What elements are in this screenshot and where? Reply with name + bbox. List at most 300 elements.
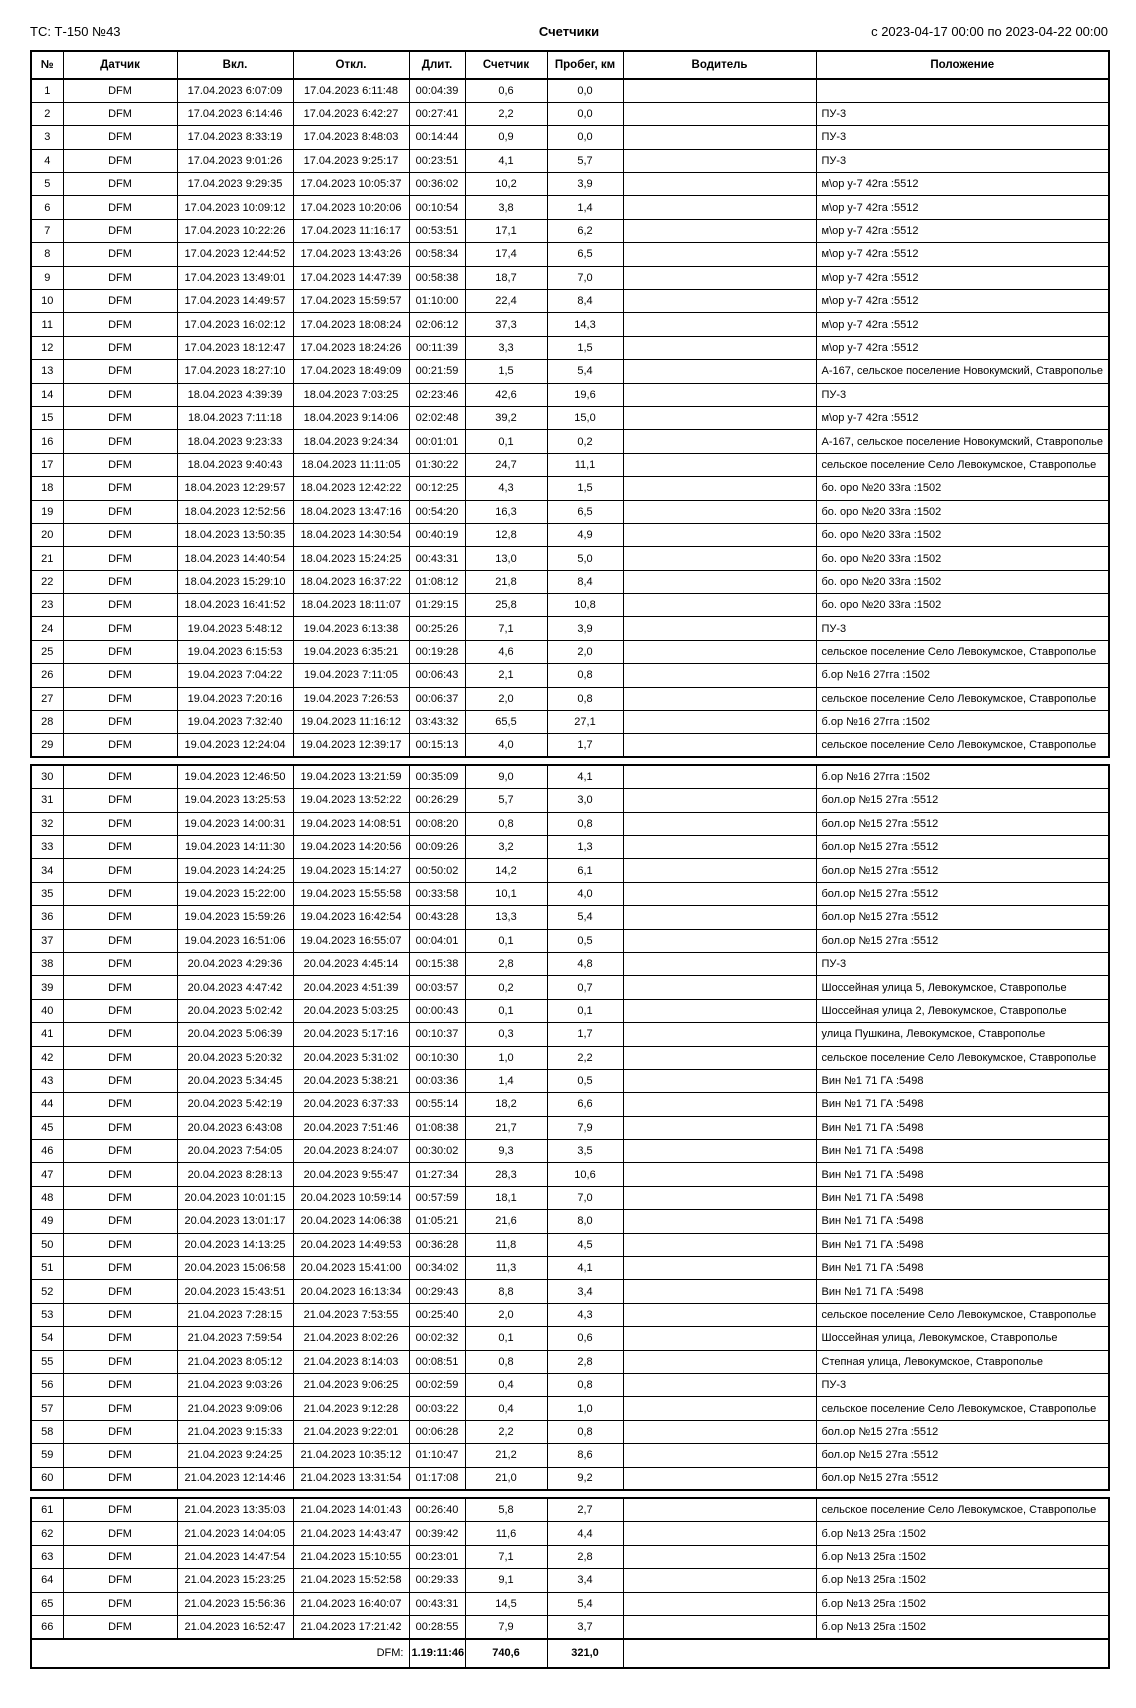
cell-row-number: 37 xyxy=(31,929,63,952)
cell-duration: 00:21:59 xyxy=(409,360,465,383)
table-row xyxy=(31,1140,1109,1163)
counters-table xyxy=(30,50,1108,1675)
cell-duration: 00:55:14 xyxy=(409,1093,465,1116)
cell-sensor: DFM xyxy=(63,313,177,336)
cell-off-time: 21.04.2023 9:06:25 xyxy=(293,1373,409,1396)
table-row xyxy=(31,1397,1109,1420)
cell-off-time: 20.04.2023 14:06:38 xyxy=(293,1210,409,1233)
cell-row-number: 38 xyxy=(31,952,63,975)
cell-sensor: DFM xyxy=(63,290,177,313)
table-row xyxy=(31,711,1109,734)
cell-row-number: 41 xyxy=(31,1023,63,1046)
cell-mileage: 6,5 xyxy=(547,243,623,266)
cell-mileage: 8,4 xyxy=(547,570,623,593)
cell-counter-value: 16,3 xyxy=(465,500,547,523)
table-row xyxy=(31,102,1109,125)
cell-off-time: 18.04.2023 14:30:54 xyxy=(293,523,409,546)
cell-duration: 00:08:51 xyxy=(409,1350,465,1373)
cell-location: Вин №1 71 ГА :5498 xyxy=(816,1069,1109,1092)
cell-off-time: 20.04.2023 5:31:02 xyxy=(293,1046,409,1069)
cell-row-number: 2 xyxy=(31,102,63,125)
cell-row-number: 62 xyxy=(31,1522,63,1545)
cell-counter-value: 7,1 xyxy=(465,617,547,640)
cell-counter-value: 18,1 xyxy=(465,1186,547,1209)
cell-on-time: 20.04.2023 5:06:39 xyxy=(177,1023,293,1046)
cell-row-number: 45 xyxy=(31,1116,63,1139)
cell-location: бол.ор №15 27га :5512 xyxy=(816,836,1109,859)
cell-on-time: 20.04.2023 5:20:32 xyxy=(177,1046,293,1069)
cell-driver xyxy=(623,617,816,640)
cell-driver xyxy=(623,1467,816,1490)
cell-on-time: 19.04.2023 7:32:40 xyxy=(177,711,293,734)
cell-off-time: 19.04.2023 16:55:07 xyxy=(293,929,409,952)
cell-on-time: 19.04.2023 12:46:50 xyxy=(177,765,293,788)
table-row xyxy=(31,360,1109,383)
cell-on-time: 21.04.2023 9:03:26 xyxy=(177,1373,293,1396)
cell-off-time: 20.04.2023 6:37:33 xyxy=(293,1093,409,1116)
cell-row-number: 46 xyxy=(31,1140,63,1163)
cell-row-number: 54 xyxy=(31,1327,63,1350)
cell-counter-value: 7,1 xyxy=(465,1545,547,1568)
cell-off-time: 19.04.2023 14:20:56 xyxy=(293,836,409,859)
cell-duration: 00:03:22 xyxy=(409,1397,465,1420)
cell-row-number: 1 xyxy=(31,79,63,102)
cell-counter-value: 1,4 xyxy=(465,1069,547,1092)
cell-off-time: 19.04.2023 13:52:22 xyxy=(293,789,409,812)
cell-duration: 00:00:43 xyxy=(409,999,465,1022)
cell-location: м\ор у-7 42га :5512 xyxy=(816,243,1109,266)
cell-off-time: 19.04.2023 15:55:58 xyxy=(293,882,409,905)
cell-duration: 00:04:39 xyxy=(409,79,465,102)
cell-row-number: 31 xyxy=(31,789,63,812)
cell-location: бо. оро №20 33га :1502 xyxy=(816,477,1109,500)
cell-counter-value: 65,5 xyxy=(465,711,547,734)
cell-counter-value: 2,2 xyxy=(465,1420,547,1443)
cell-driver xyxy=(623,570,816,593)
cell-duration: 00:39:42 xyxy=(409,1522,465,1545)
cell-on-time: 17.04.2023 13:49:01 xyxy=(177,266,293,289)
cell-on-time: 19.04.2023 5:48:12 xyxy=(177,617,293,640)
cell-mileage: 11,1 xyxy=(547,453,623,476)
cell-on-time: 18.04.2023 9:23:33 xyxy=(177,430,293,453)
cell-sensor: DFM xyxy=(63,1498,177,1521)
cell-on-time: 20.04.2023 5:42:19 xyxy=(177,1093,293,1116)
header-row xyxy=(31,51,1109,79)
cell-sensor: DFM xyxy=(63,1615,177,1638)
table-section-2 xyxy=(30,764,1110,1491)
cell-sensor: DFM xyxy=(63,594,177,617)
cell-location: ПУ-3 xyxy=(816,952,1109,975)
cell-sensor: DFM xyxy=(63,640,177,663)
cell-driver xyxy=(623,734,816,757)
cell-on-time: 19.04.2023 16:51:06 xyxy=(177,929,293,952)
cell-sensor: DFM xyxy=(63,617,177,640)
cell-off-time: 18.04.2023 9:14:06 xyxy=(293,406,409,429)
cell-row-number: 10 xyxy=(31,290,63,313)
cell-duration: 00:10:54 xyxy=(409,196,465,219)
cell-sensor: DFM xyxy=(63,500,177,523)
table-row xyxy=(31,687,1109,710)
cell-counter-value: 21,0 xyxy=(465,1467,547,1490)
cell-on-time: 21.04.2023 9:15:33 xyxy=(177,1420,293,1443)
cell-location: бол.ор №15 27га :5512 xyxy=(816,1444,1109,1467)
table-row xyxy=(31,1615,1109,1638)
cell-on-time: 20.04.2023 4:47:42 xyxy=(177,976,293,999)
cell-mileage: 0,8 xyxy=(547,812,623,835)
cell-on-time: 18.04.2023 15:29:10 xyxy=(177,570,293,593)
cell-off-time: 20.04.2023 8:24:07 xyxy=(293,1140,409,1163)
cell-location: А-167, сельское поселение Новокумский, Ставрополье xyxy=(816,360,1109,383)
cell-sensor: DFM xyxy=(63,477,177,500)
cell-off-time: 20.04.2023 7:51:46 xyxy=(293,1116,409,1139)
cell-row-number: 47 xyxy=(31,1163,63,1186)
cell-off-time: 19.04.2023 16:42:54 xyxy=(293,906,409,929)
table-row xyxy=(31,1210,1109,1233)
cell-counter-value: 21,7 xyxy=(465,1116,547,1139)
cell-sensor: DFM xyxy=(63,102,177,125)
cell-driver xyxy=(623,640,816,663)
table-row xyxy=(31,477,1109,500)
cell-on-time: 17.04.2023 18:27:10 xyxy=(177,360,293,383)
cell-on-time: 21.04.2023 9:09:06 xyxy=(177,1397,293,1420)
cell-counter-value: 12,8 xyxy=(465,523,547,546)
cell-counter-value: 4,0 xyxy=(465,734,547,757)
cell-row-number: 4 xyxy=(31,149,63,172)
cell-sensor: DFM xyxy=(63,266,177,289)
cell-off-time: 17.04.2023 10:05:37 xyxy=(293,173,409,196)
cell-on-time: 21.04.2023 14:04:05 xyxy=(177,1522,293,1545)
cell-mileage: 0,8 xyxy=(547,664,623,687)
cell-on-time: 17.04.2023 12:44:52 xyxy=(177,243,293,266)
table-row xyxy=(31,173,1109,196)
cell-sensor: DFM xyxy=(63,1522,177,1545)
cell-counter-value: 17,4 xyxy=(465,243,547,266)
cell-sensor: DFM xyxy=(63,1397,177,1420)
cell-off-time: 21.04.2023 14:43:47 xyxy=(293,1522,409,1545)
cell-sensor: DFM xyxy=(63,1420,177,1443)
cell-off-time: 19.04.2023 6:13:38 xyxy=(293,617,409,640)
cell-on-time: 18.04.2023 7:11:18 xyxy=(177,406,293,429)
cell-sensor: DFM xyxy=(63,1569,177,1592)
cell-driver xyxy=(623,313,816,336)
cell-counter-value: 7,9 xyxy=(465,1615,547,1638)
cell-row-number: 56 xyxy=(31,1373,63,1396)
cell-driver xyxy=(623,1116,816,1139)
cell-driver xyxy=(623,523,816,546)
cell-off-time: 19.04.2023 13:21:59 xyxy=(293,765,409,788)
cell-row-number: 59 xyxy=(31,1444,63,1467)
cell-off-time: 20.04.2023 4:45:14 xyxy=(293,952,409,975)
cell-row-number: 36 xyxy=(31,906,63,929)
cell-sensor: DFM xyxy=(63,812,177,835)
cell-duration: 00:04:01 xyxy=(409,929,465,952)
cell-counter-value: 9,3 xyxy=(465,1140,547,1163)
table-row xyxy=(31,1163,1109,1186)
table-row xyxy=(31,999,1109,1022)
cell-off-time: 21.04.2023 8:02:26 xyxy=(293,1327,409,1350)
cell-location: б.ор №16 27гга :1502 xyxy=(816,711,1109,734)
page-title: Счетчики xyxy=(538,24,600,39)
cell-sensor: DFM xyxy=(63,952,177,975)
cell-duration: 00:01:01 xyxy=(409,430,465,453)
cell-off-time: 20.04.2023 9:55:47 xyxy=(293,1163,409,1186)
cell-mileage: 19,6 xyxy=(547,383,623,406)
cell-row-number: 61 xyxy=(31,1498,63,1521)
cell-sensor: DFM xyxy=(63,1069,177,1092)
cell-counter-value: 4,1 xyxy=(465,149,547,172)
cell-row-number: 18 xyxy=(31,477,63,500)
cell-off-time: 17.04.2023 6:11:48 xyxy=(293,79,409,102)
cell-mileage: 1,0 xyxy=(547,1397,623,1420)
cell-on-time: 18.04.2023 16:41:52 xyxy=(177,594,293,617)
cell-row-number: 13 xyxy=(31,360,63,383)
cell-on-time: 19.04.2023 7:04:22 xyxy=(177,664,293,687)
cell-mileage: 2,8 xyxy=(547,1350,623,1373)
cell-driver xyxy=(623,196,816,219)
cell-mileage: 10,6 xyxy=(547,1163,623,1186)
table-row xyxy=(31,906,1109,929)
cell-on-time: 21.04.2023 7:59:54 xyxy=(177,1327,293,1350)
table-row xyxy=(31,523,1109,546)
cell-counter-value: 21,2 xyxy=(465,1444,547,1467)
cell-location: б.ор №13 25га :1502 xyxy=(816,1592,1109,1615)
cell-location: м\ор у-7 42га :5512 xyxy=(816,219,1109,242)
cell-counter-value: 14,5 xyxy=(465,1592,547,1615)
cell-location: б.ор №16 27гга :1502 xyxy=(816,664,1109,687)
cell-row-number: 19 xyxy=(31,500,63,523)
cell-mileage: 6,2 xyxy=(547,219,623,242)
cell-on-time: 17.04.2023 6:07:09 xyxy=(177,79,293,102)
cell-driver xyxy=(623,789,816,812)
cell-driver xyxy=(623,1069,816,1092)
cell-location: б.ор №13 25га :1502 xyxy=(816,1545,1109,1568)
cell-off-time: 17.04.2023 18:08:24 xyxy=(293,313,409,336)
cell-duration: 00:57:59 xyxy=(409,1186,465,1209)
cell-mileage: 7,0 xyxy=(547,1186,623,1209)
cell-row-number: 8 xyxy=(31,243,63,266)
cell-sensor: DFM xyxy=(63,523,177,546)
cell-on-time: 20.04.2023 13:01:17 xyxy=(177,1210,293,1233)
cell-sensor: DFM xyxy=(63,906,177,929)
cell-counter-value: 39,2 xyxy=(465,406,547,429)
cell-row-number: 52 xyxy=(31,1280,63,1303)
cell-sensor: DFM xyxy=(63,1327,177,1350)
totals-label: DFM: xyxy=(31,1639,409,1668)
cell-mileage: 7,0 xyxy=(547,266,623,289)
cell-sensor: DFM xyxy=(63,1350,177,1373)
cell-mileage: 1,7 xyxy=(547,1023,623,1046)
cell-driver xyxy=(623,500,816,523)
cell-driver xyxy=(623,1397,816,1420)
cell-mileage: 2,7 xyxy=(547,1498,623,1521)
cell-driver xyxy=(623,1186,816,1209)
table-row xyxy=(31,570,1109,593)
column-header-driver: Водитель xyxy=(623,51,816,79)
table-row xyxy=(31,243,1109,266)
cell-mileage: 0,5 xyxy=(547,1069,623,1092)
cell-location: сельское поселение Село Левокумское, Ставрополье xyxy=(816,640,1109,663)
table-row xyxy=(31,383,1109,406)
cell-sensor: DFM xyxy=(63,173,177,196)
cell-on-time: 19.04.2023 7:20:16 xyxy=(177,687,293,710)
cell-location: бол.ор №15 27га :5512 xyxy=(816,882,1109,905)
cell-mileage: 0,5 xyxy=(547,929,623,952)
cell-on-time: 17.04.2023 10:09:12 xyxy=(177,196,293,219)
cell-duration: 00:03:36 xyxy=(409,1069,465,1092)
table-row xyxy=(31,1023,1109,1046)
cell-driver xyxy=(623,173,816,196)
cell-duration: 00:25:26 xyxy=(409,617,465,640)
cell-location: ПУ-3 xyxy=(816,149,1109,172)
cell-on-time: 18.04.2023 12:52:56 xyxy=(177,500,293,523)
cell-on-time: 19.04.2023 13:25:53 xyxy=(177,789,293,812)
cell-row-number: 66 xyxy=(31,1615,63,1638)
cell-duration: 00:03:57 xyxy=(409,976,465,999)
cell-mileage: 8,4 xyxy=(547,290,623,313)
cell-duration: 00:02:59 xyxy=(409,1373,465,1396)
cell-off-time: 19.04.2023 11:16:12 xyxy=(293,711,409,734)
table-row xyxy=(31,266,1109,289)
cell-on-time: 17.04.2023 6:14:46 xyxy=(177,102,293,125)
table-row xyxy=(31,290,1109,313)
cell-location: ПУ-3 xyxy=(816,617,1109,640)
table-row xyxy=(31,1522,1109,1545)
cell-sensor: DFM xyxy=(63,1303,177,1326)
cell-row-number: 33 xyxy=(31,836,63,859)
cell-sensor: DFM xyxy=(63,243,177,266)
cell-mileage: 2,2 xyxy=(547,1046,623,1069)
cell-mileage: 4,9 xyxy=(547,523,623,546)
cell-driver xyxy=(623,1023,816,1046)
cell-counter-value: 25,8 xyxy=(465,594,547,617)
table-row xyxy=(31,976,1109,999)
cell-row-number: 64 xyxy=(31,1569,63,1592)
cell-location: Шоссейная улица, Левокумское, Ставрополье xyxy=(816,1327,1109,1350)
cell-off-time: 21.04.2023 9:12:28 xyxy=(293,1397,409,1420)
cell-counter-value: 0,1 xyxy=(465,929,547,952)
cell-mileage: 7,9 xyxy=(547,1116,623,1139)
cell-row-number: 49 xyxy=(31,1210,63,1233)
cell-duration: 00:28:55 xyxy=(409,1615,465,1638)
cell-row-number: 3 xyxy=(31,126,63,149)
cell-duration: 00:35:09 xyxy=(409,765,465,788)
cell-driver xyxy=(623,1093,816,1116)
cell-duration: 00:11:39 xyxy=(409,336,465,359)
cell-mileage: 0,1 xyxy=(547,999,623,1022)
cell-off-time: 19.04.2023 7:26:53 xyxy=(293,687,409,710)
cell-off-time: 20.04.2023 14:49:53 xyxy=(293,1233,409,1256)
cell-location: б.ор №13 25га :1502 xyxy=(816,1569,1109,1592)
cell-location: сельское поселение Село Левокумское, Ставрополье xyxy=(816,1303,1109,1326)
cell-row-number: 11 xyxy=(31,313,63,336)
cell-sensor: DFM xyxy=(63,1046,177,1069)
cell-sensor: DFM xyxy=(63,1467,177,1490)
cell-off-time: 21.04.2023 10:35:12 xyxy=(293,1444,409,1467)
column-header-location: Положение xyxy=(816,51,1109,79)
totals-mileage: 321,0 xyxy=(547,1639,623,1668)
cell-location: Вин №1 71 ГА :5498 xyxy=(816,1280,1109,1303)
cell-driver xyxy=(623,976,816,999)
cell-row-number: 40 xyxy=(31,999,63,1022)
cell-location: ПУ-3 xyxy=(816,1373,1109,1396)
cell-mileage: 3,0 xyxy=(547,789,623,812)
table-row xyxy=(31,929,1109,952)
cell-sensor: DFM xyxy=(63,1116,177,1139)
cell-off-time: 18.04.2023 16:37:22 xyxy=(293,570,409,593)
cell-location: м\ор у-7 42га :5512 xyxy=(816,290,1109,313)
cell-off-time: 17.04.2023 10:20:06 xyxy=(293,196,409,219)
cell-off-time: 20.04.2023 5:17:16 xyxy=(293,1023,409,1046)
cell-counter-value: 21,8 xyxy=(465,570,547,593)
cell-off-time: 21.04.2023 8:14:03 xyxy=(293,1350,409,1373)
table-row xyxy=(31,1498,1109,1521)
cell-sensor: DFM xyxy=(63,929,177,952)
table-row xyxy=(31,313,1109,336)
table-section-1 xyxy=(30,50,1110,758)
cell-duration: 00:58:38 xyxy=(409,266,465,289)
cell-duration: 02:02:48 xyxy=(409,406,465,429)
cell-on-time: 19.04.2023 14:00:31 xyxy=(177,812,293,835)
cell-counter-value: 0,9 xyxy=(465,126,547,149)
cell-counter-value: 2,8 xyxy=(465,952,547,975)
cell-mileage: 0,8 xyxy=(547,687,623,710)
cell-driver xyxy=(623,219,816,242)
cell-driver xyxy=(623,1522,816,1545)
cell-driver xyxy=(623,477,816,500)
cell-sensor: DFM xyxy=(63,1444,177,1467)
cell-counter-value: 11,8 xyxy=(465,1233,547,1256)
cell-duration: 00:54:20 xyxy=(409,500,465,523)
cell-mileage: 15,0 xyxy=(547,406,623,429)
cell-counter-value: 11,6 xyxy=(465,1522,547,1545)
cell-driver xyxy=(623,664,816,687)
cell-row-number: 5 xyxy=(31,173,63,196)
cell-row-number: 28 xyxy=(31,711,63,734)
cell-off-time: 17.04.2023 13:43:26 xyxy=(293,243,409,266)
cell-counter-value: 0,4 xyxy=(465,1373,547,1396)
cell-location: бол.ор №15 27га :5512 xyxy=(816,1467,1109,1490)
cell-off-time: 17.04.2023 8:48:03 xyxy=(293,126,409,149)
cell-mileage: 14,3 xyxy=(547,313,623,336)
cell-sensor: DFM xyxy=(63,1373,177,1396)
cell-location: б.ор №13 25га :1502 xyxy=(816,1615,1109,1638)
cell-off-time: 21.04.2023 17:21:42 xyxy=(293,1615,409,1638)
column-header-off-time: Откл. xyxy=(293,51,409,79)
cell-mileage: 10,8 xyxy=(547,594,623,617)
table-row xyxy=(31,812,1109,835)
column-header-row-number: № xyxy=(31,51,63,79)
cell-duration: 00:06:28 xyxy=(409,1420,465,1443)
table-row xyxy=(31,1303,1109,1326)
cell-mileage: 0,0 xyxy=(547,102,623,125)
cell-location: А-167, сельское поселение Новокумский, Ставрополье xyxy=(816,430,1109,453)
cell-location: м\ор у-7 42га :5512 xyxy=(816,406,1109,429)
cell-mileage: 9,2 xyxy=(547,1467,623,1490)
cell-location: бол.ор №15 27га :5512 xyxy=(816,812,1109,835)
cell-row-number: 65 xyxy=(31,1592,63,1615)
table-row xyxy=(31,406,1109,429)
cell-driver xyxy=(623,360,816,383)
cell-sensor: DFM xyxy=(63,765,177,788)
cell-location: бол.ор №15 27га :5512 xyxy=(816,906,1109,929)
cell-mileage: 8,6 xyxy=(547,1444,623,1467)
table-row xyxy=(31,836,1109,859)
cell-duration: 01:08:38 xyxy=(409,1116,465,1139)
cell-off-time: 19.04.2023 14:08:51 xyxy=(293,812,409,835)
cell-driver xyxy=(623,812,816,835)
cell-on-time: 19.04.2023 14:24:25 xyxy=(177,859,293,882)
cell-sensor: DFM xyxy=(63,1093,177,1116)
